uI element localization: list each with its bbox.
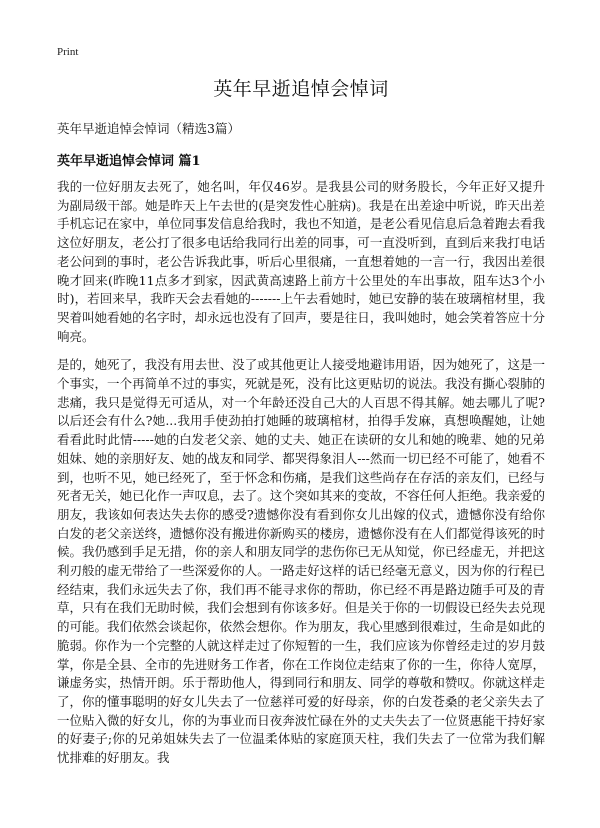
document-subtitle: 英年早逝追悼会悼词（精选3篇） bbox=[57, 121, 240, 136]
page-title: 英年早逝追悼会悼词 bbox=[213, 78, 389, 100]
section-heading: 英年早逝追悼会悼词 篇1 bbox=[57, 154, 201, 169]
body-paragraph-2: 是的，她死了，我没有用去世、没了或其他更让人接受地避讳用语，因为她死了，这是一个事实，一个再简单不过的事实，死就是死，没有比这更贴切的说法。我没有撕心裂肺的悲痛，我只是觉得无可适从，对一个年龄还没自己大的人百思不得其解。她去哪儿了呢?以后还会有什么?她...我用手使劲拍打她睡的玻璃棺材，拍得手发麻，真想唤醒她，让她看看此时此情-----她的白发老父亲、她的丈夫、她正在读研的女儿和她的晚辈、她的兄弟姐妹、她的亲朋好友、她的战友和同学、都哭得象泪人---然而一切已经不可能了，她看不到，也听不见，她已经死了，至于怀念和伤痛，是我们这些尚存在存活的亲友们，已经与死者无关，她已化作一声叹息，去了。这个突如其来的变故，不容任何人拒绝。我亲爱的朋友，我该如何表达失去你的感受?遗憾你没有看到你女儿出嫁的仪式，遗憾你没有给你白发的老父亲送终，遗憾你没有搬进你新购买的楼房，遗憾你没有在人们都觉得该死的时候。我仍感到手足无措，你的亲人和朋友同学的悲伤你已无从知觉，你已经虚无，并把这利刃般的虚无带给了一些深爱你的人。一路走好这样的话已经毫无意义，因为你的行程已经结束，我们永远失去了你，我们再不能寻求你的帮助，你已经不再是路边随手可及的青草，只有在我们无助时候，我们会想到有你该多好。但是关于你的一切假设已经失去兑现的可能。我们依然会谈起你，依然会想你。作为朋友，我心里感到很难过，生命是如此的脆弱。你作为一个完整的人就这样走过了你短暂的一生，我们应该为你曾经走过的岁月鼓掌，你是全县、全市的先进财务工作者，你在工作岗位走结束了你的一生，你待人宽厚，谦虚务实，热情开朗。乐于帮助他人，得到同行和朋友、同学的尊敬和赞叹。你就这样走了，你的懂事聪明的好女儿失去了一位慈祥可爱的好母亲，你的白发苍桑的老父亲失去了一位贴入微的好女儿，你的为事业而日夜奔波忙碌在外的丈夫失去了一位贤惠能干持好家的好妻子;你的兄弟姐妹失去了一位温柔体贴的家庭顶天柱，我们失去了一位常为我们解忧排难的好朋友。我 bbox=[57, 357, 545, 766]
print-link[interactable]: Print bbox=[57, 46, 79, 58]
document-page bbox=[57, 74, 545, 778]
body-paragraph-1: 我的一位好朋友去死了，她名叫，年仅46岁。是我县公司的财务股长，今年正好又提升为副局级干部。她是昨天上午去世的(是突发性心脏病)。我是在出差途中听说，昨天出差手机忘记在家中，单位同事发信息给我时，我也不知道，是老公看见信息后急着跑去看我这位好朋友，老公打了很多电话给我同行出差的同事，可一直没听到，直到后来我打电话老公问到的事时，老公告诉我此事，听后心里很痛，一直想着她的一言一行，我因出差很晚才回来(昨晚11点多才到家，因武黄高速路上前方十公里处的车出事故，阻车达3个小时)，若回来早，我昨天会去看她的-------上午去看她时，她已安静的装在玻璃棺材里，我哭着叫她看她的名字时，却永远也没有了回声，要是往日，我叫她时，她会笑着答应十分响亮。 bbox=[57, 179, 545, 344]
